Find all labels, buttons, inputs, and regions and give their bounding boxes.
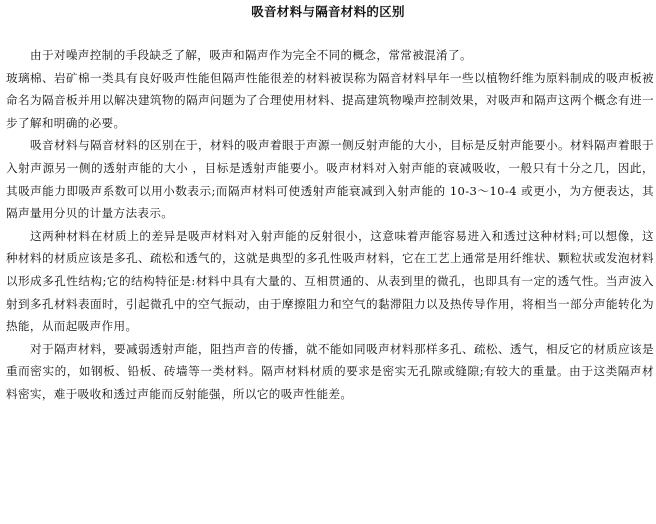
paragraph-misnaming: 玻璃棉、岩矿棉一类具有良好吸声性能但隔声性能很差的材料被误称为隔音材料早年一些以植物纤维为原料制成的吸声板被命名为隔音板并用以解决建筑物的隔声问题为了合理使用材料、提高建筑物噪声控制效果，对吸声和隔声这两个概念有进一步了解和明确的必要。: [6, 70, 654, 130]
paragraph-intro: 由于对噪声控制的手段缺乏了解，吸声和隔声作为完全不同的概念，常常被混淆了。: [30, 48, 472, 62]
document-title: 吸音材料与隔音材料的区别: [251, 4, 405, 19]
document-body: [6, 44, 654, 406]
paragraph-absorption-material: 这两种材料在材质上的差异是吸声材料对入射声能的反射很小，这意味着声能容易进入和透过这种材料;可以想像，这种材料的材质应该是多孔、疏松和透气的，这就是典型的多孔性吸声材料，它在工艺上通常是用纤维状、颗粒状或发泡材料以形成多孔性结构;它的结构特征是:材料中具有大量的、互相贯通的、从表到里的微孔，也即具有一定的透气性。当声波入射到多孔材料表面时，引起微孔中的空气振动，由于摩擦阻力和空气的黏滞阻力以及热传导作用，将相当一部分声能转化为热能，从而起吸声作用。: [6, 228, 654, 334]
paragraph-insulation-material: 对于隔声材料，要减弱透射声能，阻挡声音的传播，就不能如同吸声材料那样多孔、疏松、透气，相反它的材质应该是重而密实的，如钢板、铅板、砖墙等一类材料。隔声材料材质的要求是密实无孔隙或缝隙;有较大的重量。由于这类隔声材料密实，难于吸收和透过声能而反射能强，所以它的吸声性能差。: [6, 341, 654, 401]
paragraph-difference: 吸音材料与隔音材料的区别在于，材料的吸声着眼于声源一侧反射声能的大小，目标是反射声能要小。材料隔声着眼于入射声源另一侧的透射声能的大小 ，目标是透射声能要小。吸声材料对入射声能的衰减吸收，一般只有十分之几，因此，其吸声能力即吸声系数可以用小数表示;而隔声材料可使透射声能衰减到入射声能的 10-3～10-4 或更小，为方便表达，其隔声量用分贝的计量方法表示。: [6, 138, 654, 221]
